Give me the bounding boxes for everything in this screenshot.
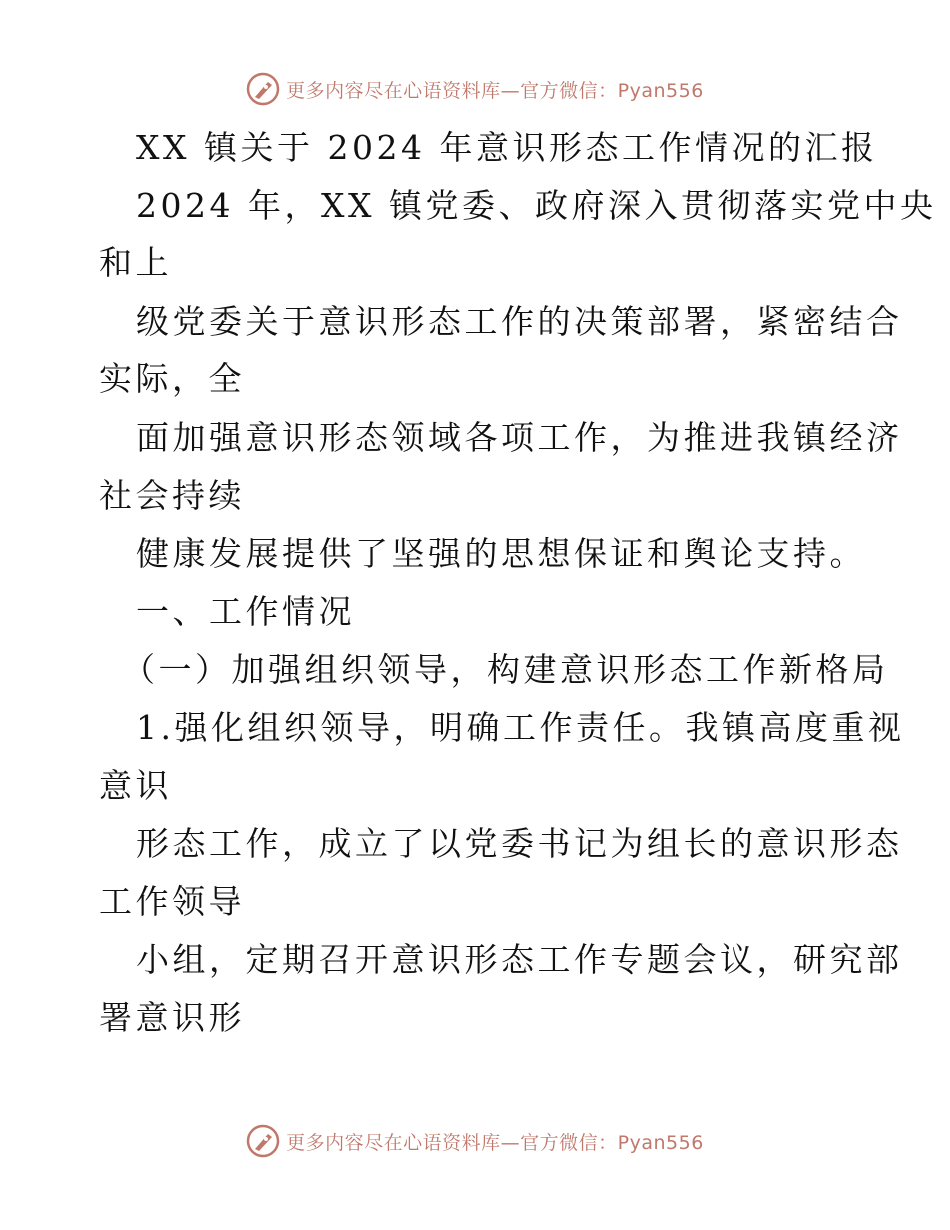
paragraph-line: 工作领导 [99, 882, 245, 921]
paragraph-line: 形态工作，成立了以党委书记为组长的意识形态 [136, 824, 903, 863]
section-heading: 一、工作情况 [136, 592, 355, 631]
watermark-text: 更多内容尽在心语资料库—官方微信：Pyan556 [286, 1131, 704, 1154]
paragraph-line: 署意识形 [99, 998, 245, 1037]
watermark-footer [0, 1124, 950, 1158]
paragraph-line: 和上 [99, 243, 172, 282]
watermark-text: 更多内容尽在心语资料库—官方微信：Pyan556 [286, 79, 704, 102]
paragraph-line: 级党委关于意识形态工作的决策部署，紧密结合 [136, 302, 903, 341]
document-title: XX 镇关于 2024 年意识形态工作情况的汇报 [136, 128, 878, 167]
pen-nib-logo-icon [246, 1124, 280, 1158]
paragraph-line: 2024 年，XX 镇党委、政府深入贯彻落实党中央 [136, 186, 937, 225]
paragraph-line: 1.强化组织领导，明确工作责任。我镇高度重视 [136, 708, 905, 747]
pen-nib-logo-icon [246, 72, 280, 106]
subsection-heading: （一）加强组织领导，构建意识形态工作新格局 [122, 650, 889, 689]
paragraph-line: 社会持续 [99, 476, 245, 515]
paragraph-line: 实际，全 [99, 359, 245, 398]
paragraph-line: 健康发展提供了坚强的思想保证和舆论支持。 [136, 534, 866, 573]
watermark-header [0, 72, 950, 106]
paragraph-line: 面加强意识形态领域各项工作，为推进我镇经济 [136, 418, 903, 457]
paragraph-line: 意识 [99, 766, 172, 805]
paragraph-line: 小组，定期召开意识形态工作专题会议，研究部 [136, 940, 903, 979]
